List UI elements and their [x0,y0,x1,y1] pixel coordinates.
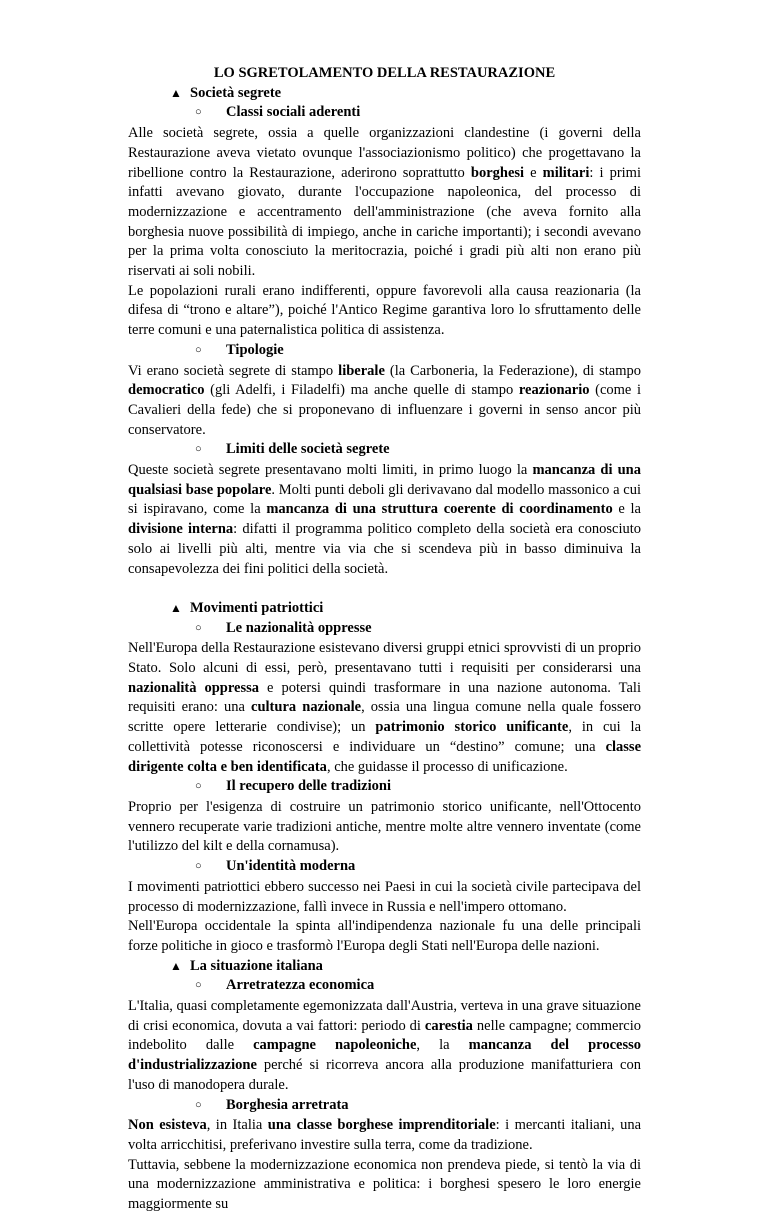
circle-bullet-icon: ○ [195,621,202,634]
paragraph [128,362,641,441]
subsection-heading-label: Il recupero delle tradizioni [226,778,391,795]
text-run: (come i Cavalieri della fede) che si proponevano di influenzare i governi in senso ancor più conservatore. [128,382,641,438]
text-run: Vi erano società segrete di stampo [128,362,339,379]
text-run: e potersi quindi trasformare in una nazione autonoma. Tali requisiti erano: una [128,679,641,716]
bold-text: reazionario [518,382,590,399]
text-run: , che guidasse il processo di unificazione. [326,758,568,775]
text-run: Alle società segrete, ossia a quelle organizzazioni clandestine (i governi della Restaurazione aveva vietato ovunque l'associazionismo politico) che progettavano la ribellione contro la Restaurazione, aderirono soprattutto [128,125,641,181]
section-spacer [128,579,641,599]
text-run: , la [416,1037,469,1054]
subsection-heading-label: Classi sociali aderenti [226,104,361,121]
section-heading-label: La situazione italiana [190,957,323,974]
document-body [128,64,641,1215]
subsection-heading-label: Le nazionalità oppresse [226,619,372,636]
bold-text: liberale [338,362,385,379]
text-run: : difatti il programma politico completo della società era conosciuto solo ai livelli più alti, mentre via via che si scendeva più in basso diminuiva la consapevolezza dei fini politici della società. [128,521,642,577]
text-run: Tuttavia, sebbene la modernizzazione economica non prendeva piede, si tentò la via di una modernizzazione amministrativa e politica: i borghesi spesero le loro energie maggiormente su [128,1156,641,1213]
bold-text: mancanza di una qualsiasi base popolare [128,462,641,498]
bold-text: cultura nazionale [251,699,362,716]
text-run: Queste società segrete presentavano molti limiti, in primo luogo la [128,462,533,479]
text-run: , in cui la collettività potesse riconoscersi e individuare un “destino” comune; una [128,719,642,755]
text-run: Le popolazioni rurali erano indifferenti, oppure favorevoli alla causa reazionaria (la difesa di “trono e altare”), poiché l'Antico Regime garantiva loro lo sfruttamento delle terre comuni e una paternalistica politica di assistenza. [128,282,641,339]
triangle-bullet-icon: ▲ [170,958,182,973]
text-run: : i mercanti italiani, una volta arricchitisi, preferivano investire sulla terra, come da tradizione. [128,1117,641,1153]
paragraph [128,917,641,956]
subsection-heading-label: Borghesia arretrata [226,1096,349,1113]
document-title: LO SGRETOLAMENTO DELLA RESTAURAZIONE [213,65,556,81]
subsection-heading-label: Arretratezza economica [226,977,375,994]
text-run: perché si ricorreva ancora alla produzione manifatturiera con l'uso di manodopera durale. [128,1057,641,1093]
subsection-heading-le-nazionalita-oppresse [128,619,641,640]
circle-bullet-icon: ○ [195,106,202,119]
subsection-heading-limiti-delle-societa-segrete [128,440,641,461]
subsection-heading-borghesia-arretrata [128,1096,641,1117]
circle-bullet-icon: ○ [195,860,202,873]
text-run: , in Italia [206,1117,268,1134]
paragraph [128,878,641,917]
text-run: L'Italia, quasi completamente egemonizzata dall'Austria, verteva in una grave situazione di crisi economica, dovuta a vai fattori: periodo di [128,998,641,1034]
section-heading-label: Movimenti patriottici [190,599,324,616]
bold-text: mancanza del processo d'industrializzazione [128,1037,641,1074]
subsection-heading-label: Tipologie [226,341,284,358]
paragraph [128,798,641,857]
text-run: nelle campagne; commercio indebolito dalle [128,1017,641,1054]
section-heading-societa-segrete [128,84,641,104]
bold-text: carestia [424,1017,473,1034]
subsection-heading-tipologie [128,341,641,362]
text-run: Proprio per l'esigenza di costruire un patrimonio storico unificante, nell'Ottocento vennero recuperate varie tradizioni antiche, mentre molte altre vennero inventate (come l'utilizzo del kilt e della cornamusa). [128,799,641,855]
paragraph [128,997,641,1096]
bold-text: militari [542,164,590,181]
paragraph [128,282,641,341]
text-run: Nell'Europa della Restaurazione esistevano diversi gruppi etnici sprovvisti di un proprio Stato. Solo alcuni di essi, però, presentavano tutti i requisiti per considerarsi una [128,640,641,677]
triangle-bullet-icon: ▲ [170,85,182,100]
subsection-heading-label: Un'identità moderna [226,858,356,875]
circle-bullet-icon: ○ [195,780,202,793]
text-run: Nell'Europa occidentale la spinta all'indipendenza nazionale fu una delle principali forze politiche in gioco e trasformò l'Europa degli Stati nell'Europa delle nazioni. [128,918,641,954]
bold-text: una classe borghese imprenditoriale [267,1117,496,1134]
bold-text: campagne napoleoniche [253,1037,417,1054]
subsection-heading-label: Limiti delle società segrete [226,441,390,458]
text-run: . Molti punti deboli gli derivavano dal modello massonico a cui si ispiravano, come la [128,481,641,518]
text-run: I movimenti patriottici ebbero successo nei Paesi in cui la società civile partecipava del processo di modernizzazione, fallì invece in Russia e nell'impero ottomano. [128,878,641,915]
triangle-bullet-icon: ▲ [170,600,182,615]
bold-text: nazionalità oppressa [128,679,260,696]
circle-bullet-icon: ○ [195,979,202,992]
bold-text: patrimonio storico unificante [375,719,569,736]
subsection-heading-classi-sociali-aderenti [128,103,641,124]
circle-bullet-icon: ○ [195,1098,202,1111]
bold-text: mancanza di una struttura coerente di coordinamento [266,501,613,518]
paragraph [128,639,641,777]
section-heading-la-situazione-italiana [128,957,641,977]
bold-text: divisione interna [128,521,234,538]
bold-text: Non esisteva [128,1117,207,1134]
bold-text: democratico [128,382,205,399]
text-run: : i primi infatti avevano giovato, durante l'occupazione napoleonica, del processo di modernizzazione e accentramento dell'amministrazione (che aveva fornito alla borghesia nuove possibilità di impiego, anche in cariche importanti); i secondi avevano per la prima volta conosciuto la meritocrazia, poiché i gradi più alti non erano più riservati ai soli nobili. [128,164,641,280]
circle-bullet-icon: ○ [195,343,202,356]
paragraph [128,124,641,282]
paragraph [128,1116,641,1155]
text-run: e la [612,501,641,518]
paragraph [128,1156,641,1215]
bold-text: classe dirigente colta e ben identificata [128,738,641,775]
text-run: (gli Adelfi, i Filadelfi) ma anche quelle di stampo [204,382,519,399]
bold-text: borghesi [470,164,525,181]
text-run: (la Carboneria, la Federazione), di stampo [384,362,642,379]
subsection-heading-un-identita-moderna [128,857,641,878]
section-heading-label: Società segrete [190,84,282,101]
section-heading-movimenti-patriottici [128,599,641,619]
subsection-heading-il-recupero-delle-tradizioni [128,777,641,798]
text-run: e [524,164,543,181]
circle-bullet-icon: ○ [195,443,202,456]
text-run: , ossia una lingua comune nella quale fossero scritte opere letterarie condivise); un [128,699,641,736]
paragraph [128,461,641,579]
